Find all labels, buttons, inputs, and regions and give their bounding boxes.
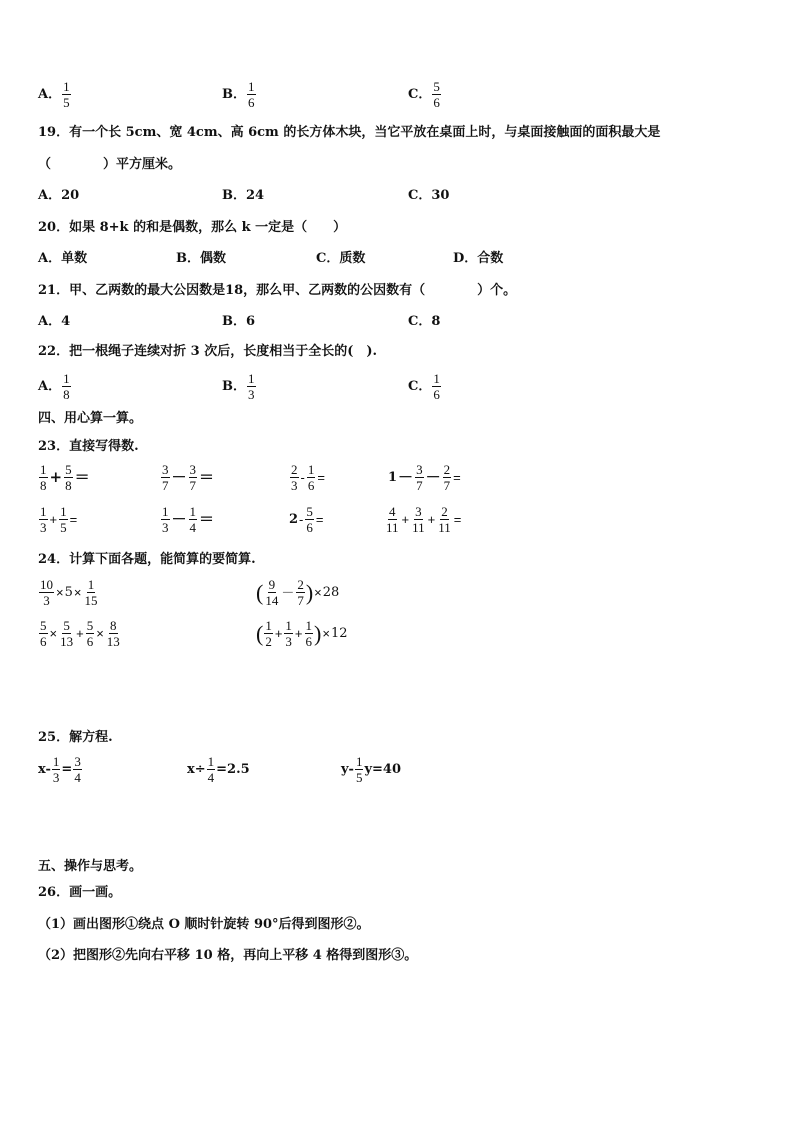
- section-4-heading: 四、用心算一算。: [38, 411, 143, 426]
- q23-expr-6: $\frac{1}{3}$ － $\frac{1}{4}$ ＝: [162, 504, 215, 535]
- q26-step-1: （1）画出图形①绕点 O 顺时针旋转 90°后得到图形②。: [38, 917, 370, 932]
- q21-text: 21．甲、乙两数的最大公因数是18，那么甲、乙两数的公因数有（ ）个。: [38, 283, 517, 298]
- q23-expr-3: $\frac{2}{3}$ - $\frac{1}{6}$ =: [291, 462, 325, 493]
- q23-expr-7: 2 - $\frac{5}{6}$ =: [289, 504, 324, 535]
- q25-title: 25．解方程.: [38, 730, 113, 745]
- q20-text: 20．如果 8+k 的和是偶数，那么 k 一定是（ ）: [38, 220, 347, 235]
- q19-text: 19．有一个长 5cm、宽 4cm、高 6cm 的长方体木块，当它平放在桌面上时，与桌面接触面的面积最大是: [38, 125, 661, 140]
- q22-text: 22．把一根绳子连续对折 3 次后，长度相当于全长的( ).: [38, 344, 378, 359]
- q19-text-line2: （ ）平方厘米。: [38, 157, 182, 172]
- q24-expr-4: ( $\frac{1}{2}$ + $\frac{1}{3}$ + $\frac{1}{6}$ ) × 12: [256, 618, 348, 649]
- q19-option-b: B．24: [222, 188, 265, 203]
- q18-option-c: C． $\frac{5}{6}$: [408, 79, 440, 110]
- q20-option-b: B．偶数: [176, 251, 226, 266]
- q21-option-a: A．4: [38, 314, 71, 329]
- section-5-heading: 五、操作与思考。: [38, 859, 143, 874]
- q22-option-b: B． $\frac{1}{3}$: [222, 371, 255, 402]
- q19-option-c: C．30: [408, 188, 450, 203]
- q20-option-c: C．质数: [316, 251, 366, 266]
- q23-expr-4: 1 － $\frac{3}{7}$ － $\frac{2}{7}$ =: [388, 462, 461, 493]
- q22-option-a: A． $\frac{1}{8}$: [38, 371, 70, 402]
- q25-equation-2: x÷ $\frac{1}{4}$ =2.5: [187, 754, 250, 785]
- q19-option-a: A．20: [38, 188, 80, 203]
- q24-expr-1: $\frac{10}{3}$ × 5 × $\frac{1}{15}$: [40, 577, 98, 608]
- q20-option-d: D．合数: [453, 251, 504, 266]
- q23-expr-8: $\frac{4}{11}$ + $\frac{3}{11}$ + $\frac{2}{11}$ =: [386, 504, 462, 535]
- q20-option-a: A．单数: [38, 251, 88, 266]
- q24-expr-2: ( $\frac{9}{14}$ － $\frac{2}{7}$ ) × 28: [256, 577, 340, 608]
- q25-equation-1: x- $\frac{1}{3}$ = $\frac{3}{4}$: [38, 754, 81, 785]
- q24-expr-3: $\frac{5}{6}$ × $\frac{5}{13}$ + $\frac{5}{6}$ × $\frac{8}{13}$: [40, 618, 120, 649]
- q22-option-c: C． $\frac{1}{6}$: [408, 371, 440, 402]
- q23-expr-1: $\frac{1}{8}$ + $\frac{5}{8}$ ＝: [40, 462, 90, 493]
- q18-option-b: B． $\frac{1}{6}$: [222, 79, 255, 110]
- q21-option-c: C．8: [408, 314, 441, 329]
- q21-option-b: B．6: [222, 314, 256, 329]
- q25-equation-3: y- $\frac{1}{5}$ y=40: [341, 754, 401, 785]
- q23-expr-2: $\frac{3}{7}$ － $\frac{3}{7}$ ＝: [162, 462, 215, 493]
- q18-option-a: A． $\frac{1}{5}$: [38, 79, 70, 110]
- q26-step-2: （2）把图形②先向右平移 10 格，再向上平移 4 格得到图形③。: [38, 948, 418, 963]
- q26-title: 26．画一画。: [38, 885, 122, 900]
- q23-title: 23．直接写得数.: [38, 439, 139, 454]
- q23-expr-5: $\frac{1}{3}$ + $\frac{1}{5}$ =: [40, 504, 78, 535]
- q24-title: 24．计算下面各题，能简算的要简算.: [38, 552, 256, 567]
